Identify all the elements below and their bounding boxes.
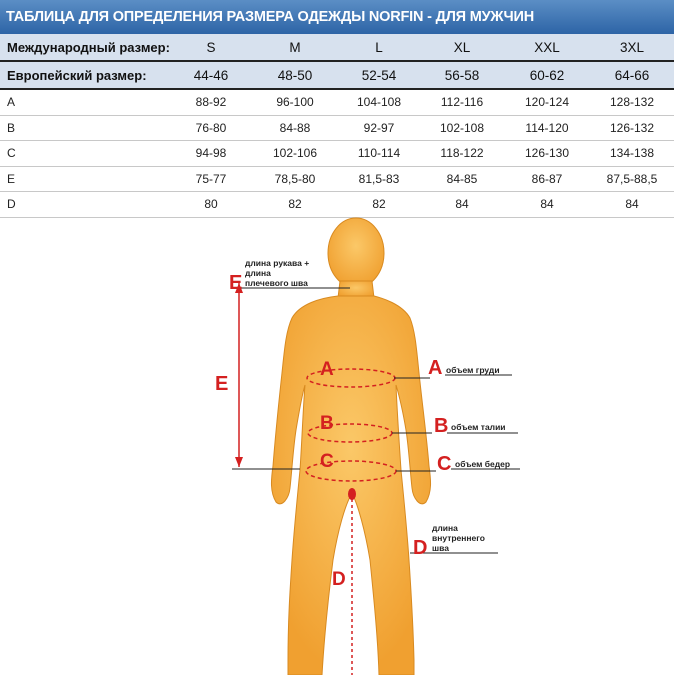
table-cell: 87,5-88,5: [590, 166, 674, 192]
table-cell: 82: [338, 192, 420, 218]
inseam-start-dot: [348, 488, 356, 500]
table-cell: 84-88: [252, 115, 338, 141]
table-row: [0, 115, 674, 141]
label-e-line2: длина: [245, 268, 271, 278]
table-cell: 86-87: [504, 166, 590, 192]
table-cell: 84: [504, 192, 590, 218]
label-waist: объем талии: [451, 422, 506, 432]
marker-e-side: E: [215, 373, 229, 395]
label-inseam-line2: внутреннего: [432, 533, 485, 543]
label-inseam-line1: длина: [432, 523, 458, 533]
table-cell: 126-130: [504, 141, 590, 167]
table-cell: 82: [252, 192, 338, 218]
marker-b-body: B: [320, 413, 334, 434]
table-cell: 120-124: [504, 89, 590, 115]
page-title: ТАБЛИЦА ДЛЯ ОПРЕДЕЛЕНИЯ РАЗМЕРА ОДЕЖДЫ NORFIN - ДЛЯ МУЖЧИН: [0, 0, 674, 34]
label-e-line3: плечевого шва: [245, 278, 308, 288]
marker-d-body: D: [332, 569, 346, 590]
row-label: A: [0, 89, 170, 115]
marker-d: D: [413, 537, 428, 559]
marker-e-top: E: [229, 272, 243, 294]
international-size-row: [0, 34, 674, 61]
table-cell: 92-97: [338, 115, 420, 141]
table-cell: 80: [170, 192, 252, 218]
table-cell: 110-114: [338, 141, 420, 167]
label-e-line1: длина рукава +: [245, 258, 310, 268]
table-cell: 94-98: [170, 141, 252, 167]
table-cell: 84-85: [420, 166, 504, 192]
size-cell: M: [252, 34, 338, 61]
table-cell: 102-108: [420, 115, 504, 141]
table-cell: 84: [420, 192, 504, 218]
table-cell: 78,5-80: [252, 166, 338, 192]
marker-a: A: [428, 357, 443, 379]
table-cell: 96-100: [252, 89, 338, 115]
table-row: [0, 89, 674, 115]
marker-b: B: [434, 415, 449, 437]
size-cell: 3XL: [590, 34, 674, 61]
row-label: E: [0, 166, 170, 192]
table-cell: 76-80: [170, 115, 252, 141]
row-label: Европейский размер:: [0, 61, 170, 89]
size-cell: L: [338, 34, 420, 61]
size-cell: 56-58: [420, 61, 504, 89]
body-measurement-diagram: [0, 216, 674, 675]
label-inseam-line3: шва: [432, 543, 449, 553]
size-cell: 60-62: [504, 61, 590, 89]
size-cell: S: [170, 34, 252, 61]
table-cell: 128-132: [590, 89, 674, 115]
table-row: [0, 166, 674, 192]
marker-a-body: A: [320, 359, 334, 380]
marker-c-body: C: [320, 451, 334, 472]
table-cell: 118-122: [420, 141, 504, 167]
e-arrow-head-bottom: [235, 457, 243, 467]
row-label: C: [0, 141, 170, 167]
size-cell: 48-50: [252, 61, 338, 89]
table-cell: 114-120: [504, 115, 590, 141]
table-cell: 104-108: [338, 89, 420, 115]
size-cell: 52-54: [338, 61, 420, 89]
row-label: D: [0, 192, 170, 218]
table-cell: 84: [590, 192, 674, 218]
size-table: [0, 34, 674, 218]
row-label: Международный размер:: [0, 34, 170, 61]
table-cell: 112-116: [420, 89, 504, 115]
size-cell: XL: [420, 34, 504, 61]
size-cell: XXL: [504, 34, 590, 61]
row-label: B: [0, 115, 170, 141]
size-cell: 44-46: [170, 61, 252, 89]
table-row: [0, 141, 674, 167]
label-chest: объем груди: [446, 365, 500, 375]
table-cell: 134-138: [590, 141, 674, 167]
table-cell: 75-77: [170, 166, 252, 192]
european-size-row: [0, 61, 674, 89]
table-cell: 81,5-83: [338, 166, 420, 192]
size-cell: 64-66: [590, 61, 674, 89]
table-cell: 126-132: [590, 115, 674, 141]
marker-c: C: [437, 453, 452, 475]
table-cell: 88-92: [170, 89, 252, 115]
table-cell: 102-106: [252, 141, 338, 167]
label-hips: объем бедер: [455, 459, 511, 469]
table-row: [0, 192, 674, 218]
